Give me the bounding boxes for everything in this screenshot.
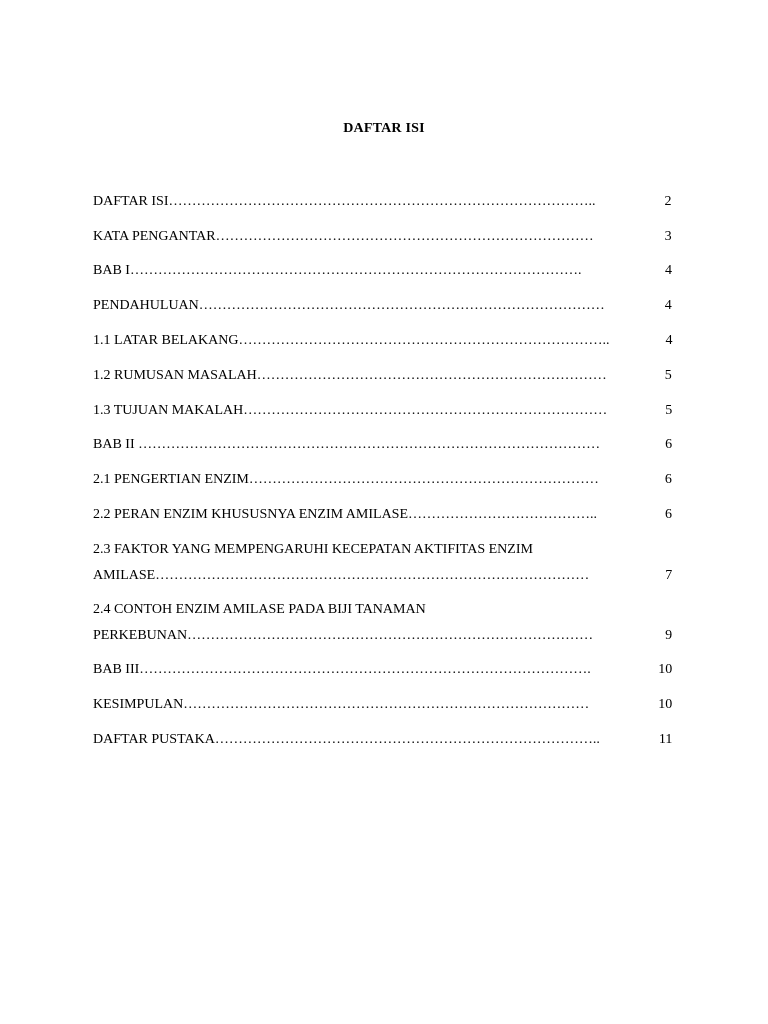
toc-entry-label-continued: PERKEBUNAN [93, 628, 188, 643]
toc-page-number: 4 [664, 298, 672, 313]
toc-leader-dots: ………………………………………………………………………………… [155, 568, 590, 583]
toc-leader-dots: ……………………………………………………………………………….. [168, 194, 596, 209]
toc-entry-bab-i [93, 263, 673, 279]
page-title: DAFTAR ISI [343, 121, 425, 136]
toc-entry-bab-ii [93, 437, 673, 453]
toc-page-number: 9 [665, 628, 673, 643]
toc-entry-peran-enzim [93, 507, 673, 523]
toc-entry-label: 1.2 RUMUSAN MASALAH [93, 368, 257, 383]
toc-entry-daftar-pustaka [93, 732, 673, 748]
toc-page-number: 10 [658, 662, 673, 677]
toc-entry-kesimpulan [93, 697, 673, 713]
toc-entry-label-continued: AMILASE [93, 568, 156, 583]
toc-entry-kata-pengantar [93, 229, 673, 245]
toc-entry-label: 2.2 PERAN ENZIM KHUSUSNYA ENZIM AMILASE [93, 507, 409, 522]
toc-entry-latar-belakang [93, 333, 673, 349]
toc-entry-daftar-isi [93, 194, 673, 210]
toc-page-number: 5 [665, 403, 673, 418]
toc-entry-label: DAFTAR PUSTAKA [93, 732, 215, 747]
toc-leader-dots: ……………………………………………………………………………………. [139, 662, 591, 677]
toc-entry-label: 1.1 LATAR BELAKANG [93, 333, 239, 348]
toc-page-number: 2 [664, 194, 672, 209]
toc-entry-label: BAB II [93, 437, 139, 452]
toc-page-number: 6 [665, 507, 673, 522]
toc-entry-label: 1.3 TUJUAN MAKALAH [93, 403, 244, 418]
toc-leader-dots: ……………………………………………………………………….. [214, 732, 600, 747]
toc-page-number: 10 [658, 697, 673, 712]
toc-page-number: 3 [664, 229, 672, 244]
toc-leader-dots: ……………………………………………………………………………………. [129, 263, 582, 278]
toc-leader-dots: …………………………………………………………………………… [187, 628, 594, 643]
toc-entry-bab-iii [93, 662, 673, 678]
toc-entry-label: 2.4 CONTOH ENZIM AMILASE PADA BIJI TANAMAN [93, 602, 426, 617]
toc-leader-dots: ………………………………………………………………… [248, 472, 599, 487]
toc-page-number: 4 [664, 263, 672, 278]
toc-entry-label: BAB I [93, 263, 130, 278]
toc-leader-dots: …………………………………………………………………….. [238, 333, 610, 348]
toc-entry-label: BAB III [93, 662, 140, 677]
toc-entry-pendahuluan [93, 298, 673, 314]
toc-entry-contoh-enzim [93, 602, 673, 644]
toc-entry-faktor-kecepatan [93, 542, 673, 584]
toc-entry-pengertian-enzim [93, 472, 673, 488]
toc-entry-label: KATA PENGANTAR [93, 229, 216, 244]
toc-page-number: 6 [664, 472, 672, 487]
toc-entry-label: 2.1 PENGERTIAN ENZIM [93, 472, 249, 487]
toc-leader-dots: ………………………………….. [408, 507, 598, 522]
toc-entry-label: 2.3 FAKTOR YANG MEMPENGARUHI KECEPATAN AKTIFITAS ENZIM [93, 542, 533, 557]
toc-entry-tujuan-makalah [93, 403, 673, 419]
toc-entry-label: DAFTAR ISI [93, 194, 169, 209]
toc-leader-dots: ……………………………………………………………………… [215, 229, 594, 244]
toc-entry-label: PENDAHULUAN [93, 298, 199, 313]
toc-page-number: 5 [664, 368, 672, 383]
toc-leader-dots: ………………………………………………………………… [256, 368, 607, 383]
toc-page-number: 11 [658, 732, 673, 747]
toc-page-number: 6 [665, 437, 673, 452]
toc-page-number: 4 [665, 333, 673, 348]
toc-leader-dots: …………………………………………………………………… [243, 403, 608, 418]
toc-leader-dots: …………………………………………………………………………… [198, 298, 605, 313]
toc-entry-rumusan-masalah [93, 368, 673, 384]
toc-entry-label: KESIMPULAN [93, 697, 184, 712]
toc-page-number: 7 [665, 568, 673, 583]
toc-leader-dots: …………………………………………………………………………… [183, 697, 590, 712]
toc-leader-dots: ……………………………………………………………………………………… [138, 437, 601, 452]
